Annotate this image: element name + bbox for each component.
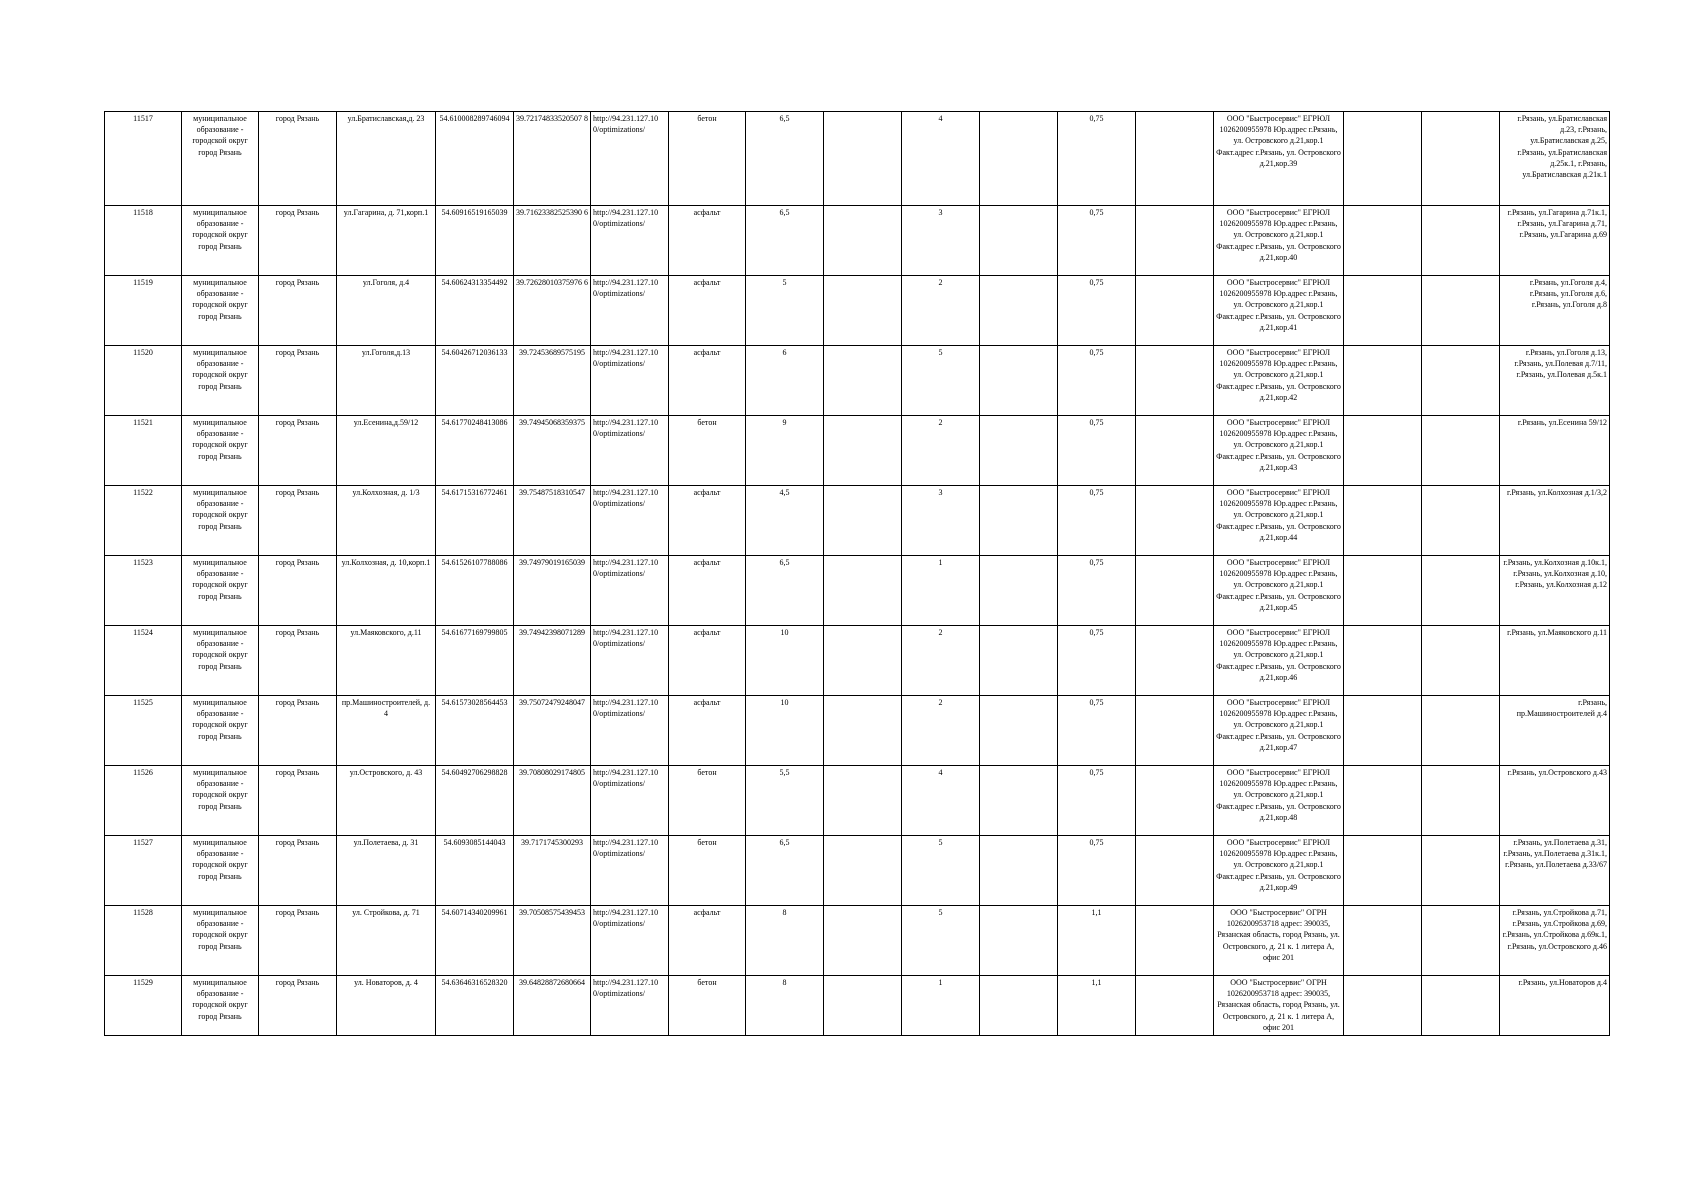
- cell-city: город Рязань: [259, 906, 337, 976]
- cell-municipality: муниципальное образование - городской округ город Рязань: [182, 206, 259, 276]
- cell-area: 8: [746, 906, 824, 976]
- cell-sources: г.Рязань, ул.Гоголя д.4, г.Рязань, ул.Гоголя д.6, г.Рязань, ул.Гоголя д.8: [1500, 276, 1610, 346]
- cell-volume: 0,75: [1058, 486, 1136, 556]
- cell-url: http://94.231.127.10 0/optimizations/: [591, 346, 669, 416]
- cell-city: город Рязань: [259, 276, 337, 346]
- cell-sources: г.Рязань, ул.Братиславская д.23, г.Рязань, ул.Братиславская д.25, г.Рязань, ул.Братиславская д.25к.1, г.Рязань, ул.Братиславская д.21к.1: [1500, 112, 1610, 206]
- cell-empty: [1344, 416, 1422, 486]
- cell-volume: 1,1: [1058, 906, 1136, 976]
- cell-volume: 0,75: [1058, 112, 1136, 206]
- cell-address: ул. Стройкова, д. 71: [337, 906, 436, 976]
- cell-address: ул.Маяковского, д.11: [337, 626, 436, 696]
- cell-sources: г.Рязань, пр.Машиностроителей д.4: [1500, 696, 1610, 766]
- cell-longitude: 39.75072479248047: [514, 696, 591, 766]
- cell-municipality: муниципальное образование - городской округ город Рязань: [182, 906, 259, 976]
- cell-owner: ООО "Быстросервис" ЕГРЮЛ 1026200955978 Юр.адрес г.Рязань, ул. Островского д.21,кор.1 Факт.адрес г.Рязань, ул. Островского д.21,кор.44: [1214, 486, 1344, 556]
- cell-city: город Рязань: [259, 206, 337, 276]
- cell-longitude: 39.7171745300293: [514, 836, 591, 906]
- cell-empty: [980, 696, 1058, 766]
- table-row: [105, 276, 1610, 346]
- cell-empty: [980, 836, 1058, 906]
- cell-municipality: муниципальное образование - городской округ город Рязань: [182, 556, 259, 626]
- cell-empty: [1136, 276, 1214, 346]
- cell-longitude: 39.74945068359375: [514, 416, 591, 486]
- cell-id: 11520: [105, 346, 182, 416]
- cell-empty: [1422, 486, 1500, 556]
- cell-empty: [1422, 766, 1500, 836]
- cell-url: http://94.231.127.10 0/optimizations/: [591, 906, 669, 976]
- cell-latitude: 54.60492706298828: [436, 766, 514, 836]
- cell-longitude: 39.72453689575195: [514, 346, 591, 416]
- cell-volume: 0,75: [1058, 766, 1136, 836]
- cell-owner: ООО "Быстросервис" ЕГРЮЛ 1026200955978 Юр.адрес г.Рязань, ул. Островского д.21,кор.1 Факт.адрес г.Рязань, ул. Островского д.21,кор.46: [1214, 626, 1344, 696]
- cell-city: город Рязань: [259, 626, 337, 696]
- cell-longitude: 39.71623382525390 6: [514, 206, 591, 276]
- cell-container-count: 3: [902, 486, 980, 556]
- cell-area: 10: [746, 696, 824, 766]
- cell-url: http://94.231.127.10 0/optimizations/: [591, 766, 669, 836]
- cell-url: http://94.231.127.10 0/optimizations/: [591, 696, 669, 766]
- cell-empty: [824, 696, 902, 766]
- cell-surface: асфальт: [669, 276, 746, 346]
- cell-address: ул.Гоголя,д.13: [337, 346, 436, 416]
- cell-city: город Рязань: [259, 416, 337, 486]
- cell-sources: г.Рязань, ул.Колхозная д.1/3,2: [1500, 486, 1610, 556]
- table-row: [105, 836, 1610, 906]
- cell-id: 11518: [105, 206, 182, 276]
- cell-address: ул.Есенина,д.59/12: [337, 416, 436, 486]
- cell-empty: [824, 346, 902, 416]
- table-row: [105, 626, 1610, 696]
- cell-empty: [1422, 836, 1500, 906]
- cell-latitude: 54.6093085144043: [436, 836, 514, 906]
- cell-sources: г.Рязань, ул.Маяковского д.11: [1500, 626, 1610, 696]
- cell-container-count: 4: [902, 766, 980, 836]
- cell-address: пр.Машиностроителей, д. 4: [337, 696, 436, 766]
- cell-container-count: 2: [902, 276, 980, 346]
- cell-empty: [1344, 206, 1422, 276]
- cell-container-count: 5: [902, 906, 980, 976]
- cell-latitude: 54.61573028564453: [436, 696, 514, 766]
- table-row: [105, 346, 1610, 416]
- cell-empty: [1136, 206, 1214, 276]
- cell-area: 9: [746, 416, 824, 486]
- cell-url: http://94.231.127.10 0/optimizations/: [591, 556, 669, 626]
- cell-empty: [824, 976, 902, 1036]
- cell-surface: бетон: [669, 416, 746, 486]
- cell-area: 6,5: [746, 112, 824, 206]
- cell-url: http://94.231.127.10 0/optimizations/: [591, 112, 669, 206]
- cell-empty: [1344, 112, 1422, 206]
- cell-address: ул.Колхозная, д. 1/3: [337, 486, 436, 556]
- cell-owner: ООО "Быстросервис" ЕГРЮЛ 1026200955978 Юр.адрес г.Рязань, ул. Островского д.21,кор.1 Факт.адрес г.Рязань, ул. Островского д.21,кор.48: [1214, 766, 1344, 836]
- cell-url: http://94.231.127.10 0/optimizations/: [591, 206, 669, 276]
- cell-empty: [824, 276, 902, 346]
- cell-empty: [1136, 766, 1214, 836]
- cell-latitude: 54.61770248413086: [436, 416, 514, 486]
- cell-latitude: 54.60624313354492: [436, 276, 514, 346]
- cell-sources: г.Рязань, ул.Гагарина д.71к.1, г.Рязань, ул.Гагарина д.71, г.Рязань, ул.Гагарина д.69: [1500, 206, 1610, 276]
- table-row: [105, 976, 1610, 1036]
- cell-volume: 0,75: [1058, 206, 1136, 276]
- cell-municipality: муниципальное образование - городской округ город Рязань: [182, 626, 259, 696]
- cell-empty: [1136, 906, 1214, 976]
- cell-empty: [1422, 416, 1500, 486]
- cell-empty: [1422, 906, 1500, 976]
- cell-volume: 0,75: [1058, 416, 1136, 486]
- cell-empty: [1136, 696, 1214, 766]
- cell-empty: [1136, 416, 1214, 486]
- cell-id: 11529: [105, 976, 182, 1036]
- cell-empty: [1344, 696, 1422, 766]
- cell-empty: [1422, 696, 1500, 766]
- cell-empty: [1136, 346, 1214, 416]
- cell-municipality: муниципальное образование - городской округ город Рязань: [182, 976, 259, 1036]
- cell-surface: асфальт: [669, 486, 746, 556]
- cell-empty: [1344, 276, 1422, 346]
- cell-empty: [980, 556, 1058, 626]
- cell-empty: [1344, 486, 1422, 556]
- cell-sources: г.Рязань, ул.Островского д.43: [1500, 766, 1610, 836]
- cell-surface: асфальт: [669, 556, 746, 626]
- cell-longitude: 39.70508575439453: [514, 906, 591, 976]
- cell-city: город Рязань: [259, 112, 337, 206]
- cell-sources: г.Рязань, ул.Гоголя д.13, г.Рязань, ул.Полевая д.7/11, г.Рязань, ул.Полевая д.5к.1: [1500, 346, 1610, 416]
- cell-empty: [1136, 486, 1214, 556]
- cell-id: 11526: [105, 766, 182, 836]
- cell-container-count: 5: [902, 836, 980, 906]
- cell-longitude: 39.74942398071289: [514, 626, 591, 696]
- cell-id: 11523: [105, 556, 182, 626]
- cell-empty: [824, 206, 902, 276]
- cell-municipality: муниципальное образование - городской округ город Рязань: [182, 696, 259, 766]
- cell-area: 5,5: [746, 766, 824, 836]
- cell-empty: [980, 906, 1058, 976]
- cell-empty: [1344, 626, 1422, 696]
- cell-owner: ООО "Быстросервис" ОГРН 1026200953718 адрес: 390035, Рязанская область, город Рязань, ул. Островского, д. 21 к. 1 литера А, офис 201: [1214, 976, 1344, 1036]
- cell-area: 8: [746, 976, 824, 1036]
- cell-container-count: 4: [902, 112, 980, 206]
- cell-municipality: муниципальное образование - городской округ город Рязань: [182, 486, 259, 556]
- cell-owner: ООО "Быстросервис" ЕГРЮЛ 1026200955978 Юр.адрес г.Рязань, ул. Островского д.21,кор.1 Факт.адрес г.Рязань, ул. Островского д.21,кор.39: [1214, 112, 1344, 206]
- cell-empty: [824, 416, 902, 486]
- cell-longitude: 39.64828872680664: [514, 976, 591, 1036]
- cell-empty: [1136, 626, 1214, 696]
- cell-latitude: 54.61715316772461: [436, 486, 514, 556]
- cell-area: 6,5: [746, 556, 824, 626]
- cell-area: 6,5: [746, 206, 824, 276]
- cell-longitude: 39.74979019165039: [514, 556, 591, 626]
- cell-container-count: 2: [902, 626, 980, 696]
- cell-url: http://94.231.127.10 0/optimizations/: [591, 276, 669, 346]
- cell-empty: [1422, 626, 1500, 696]
- cell-area: 10: [746, 626, 824, 696]
- cell-owner: ООО "Быстросервис" ОГРН 1026200953718 адрес: 390035, Рязанская область, город Рязань, ул. Островского, д. 21 к. 1 литера А, офис 201: [1214, 906, 1344, 976]
- cell-container-count: 1: [902, 976, 980, 1036]
- cell-surface: бетон: [669, 766, 746, 836]
- cell-empty: [1344, 976, 1422, 1036]
- cell-empty: [1422, 206, 1500, 276]
- cell-sources: г.Рязань, ул.Есенина 59/12: [1500, 416, 1610, 486]
- cell-surface: асфальт: [669, 346, 746, 416]
- cell-sources: г.Рязань, ул.Колхозная д.10к.1, г.Рязань, ул.Колхозная д.10, г.Рязань, ул.Колхозная д.12: [1500, 556, 1610, 626]
- cell-municipality: муниципальное образование - городской округ город Рязань: [182, 836, 259, 906]
- cell-url: http://94.231.127.10 0/optimizations/: [591, 486, 669, 556]
- cell-empty: [1422, 976, 1500, 1036]
- cell-empty: [824, 626, 902, 696]
- cell-empty: [824, 556, 902, 626]
- cell-latitude: 54.60426712036133: [436, 346, 514, 416]
- cell-empty: [1136, 976, 1214, 1036]
- cell-empty: [980, 416, 1058, 486]
- cell-longitude: 39.70808029174805: [514, 766, 591, 836]
- cell-sources: г.Рязань, ул.Новаторов д.4: [1500, 976, 1610, 1036]
- cell-empty: [1344, 556, 1422, 626]
- cell-empty: [980, 112, 1058, 206]
- cell-municipality: муниципальное образование - городской округ город Рязань: [182, 346, 259, 416]
- cell-longitude: 39.75487518310547: [514, 486, 591, 556]
- cell-longitude: 39.72174833520507 8: [514, 112, 591, 206]
- cell-address: ул.Гагарина, д. 71,корп.1: [337, 206, 436, 276]
- cell-volume: 1,1: [1058, 976, 1136, 1036]
- cell-empty: [824, 112, 902, 206]
- cell-empty: [980, 486, 1058, 556]
- table-row: [105, 112, 1610, 206]
- cell-volume: 0,75: [1058, 556, 1136, 626]
- cell-address: ул.Колхозная, д. 10,корп.1: [337, 556, 436, 626]
- cell-url: http://94.231.127.10 0/optimizations/: [591, 976, 669, 1036]
- cell-address: ул.Островского, д. 43: [337, 766, 436, 836]
- cell-city: город Рязань: [259, 766, 337, 836]
- cell-city: город Рязань: [259, 556, 337, 626]
- cell-empty: [1422, 112, 1500, 206]
- cell-id: 11519: [105, 276, 182, 346]
- cell-id: 11528: [105, 906, 182, 976]
- cell-empty: [824, 906, 902, 976]
- cell-volume: 0,75: [1058, 346, 1136, 416]
- cell-municipality: муниципальное образование - городской округ город Рязань: [182, 766, 259, 836]
- cell-owner: ООО "Быстросервис" ЕГРЮЛ 1026200955978 Юр.адрес г.Рязань, ул. Островского д.21,кор.1 Факт.адрес г.Рязань, ул. Островского д.21,кор.41: [1214, 276, 1344, 346]
- cell-empty: [1344, 346, 1422, 416]
- cell-empty: [980, 976, 1058, 1036]
- cell-address: ул.Братиславская,д. 23: [337, 112, 436, 206]
- cell-owner: ООО "Быстросервис" ЕГРЮЛ 1026200955978 Юр.адрес г.Рязань, ул. Островского д.21,кор.1 Факт.адрес г.Рязань, ул. Островского д.21,кор.43: [1214, 416, 1344, 486]
- cell-empty: [980, 626, 1058, 696]
- cell-id: 11521: [105, 416, 182, 486]
- cell-empty: [1344, 906, 1422, 976]
- cell-empty: [1422, 556, 1500, 626]
- cell-owner: ООО "Быстросервис" ЕГРЮЛ 1026200955978 Юр.адрес г.Рязань, ул. Островского д.21,кор.1 Факт.адрес г.Рязань, ул. Островского д.21,кор.45: [1214, 556, 1344, 626]
- cell-container-count: 1: [902, 556, 980, 626]
- table-row: [105, 556, 1610, 626]
- cell-volume: 0,75: [1058, 696, 1136, 766]
- cell-latitude: 54.61526107788086: [436, 556, 514, 626]
- cell-id: 11522: [105, 486, 182, 556]
- cell-area: 6,5: [746, 836, 824, 906]
- cell-empty: [980, 206, 1058, 276]
- cell-municipality: муниципальное образование - городской округ город Рязань: [182, 112, 259, 206]
- cell-area: 6: [746, 346, 824, 416]
- cell-owner: ООО "Быстросервис" ЕГРЮЛ 1026200955978 Юр.адрес г.Рязань, ул. Островского д.21,кор.1 Факт.адрес г.Рязань, ул. Островского д.21,кор.49: [1214, 836, 1344, 906]
- cell-sources: г.Рязань, ул.Стройкова д.71, г.Рязань, ул.Стройкова д.69, г.Рязань, ул.Стройкова д.69к.1, г.Рязань, ул.Островского д.46: [1500, 906, 1610, 976]
- cell-surface: асфальт: [669, 906, 746, 976]
- cell-empty: [980, 766, 1058, 836]
- table-row: [105, 906, 1610, 976]
- cell-id: 11524: [105, 626, 182, 696]
- cell-city: город Рязань: [259, 836, 337, 906]
- cell-sources: г.Рязань, ул.Полетаева д.31, г.Рязань, ул.Полетаева д.31к.1, г.Рязань, ул.Полетаева д.33/67: [1500, 836, 1610, 906]
- cell-empty: [1344, 766, 1422, 836]
- cell-empty: [980, 276, 1058, 346]
- cell-empty: [1422, 346, 1500, 416]
- cell-latitude: 54.63646316528320: [436, 976, 514, 1036]
- cell-address: ул.Гоголя, д.4: [337, 276, 436, 346]
- cell-longitude: 39.72628010375976 6: [514, 276, 591, 346]
- cell-surface: бетон: [669, 112, 746, 206]
- cell-city: город Рязань: [259, 976, 337, 1036]
- cell-city: город Рязань: [259, 486, 337, 556]
- table-row: [105, 696, 1610, 766]
- cell-latitude: 54.610008289746094: [436, 112, 514, 206]
- data-table: [104, 111, 1610, 1036]
- cell-container-count: 3: [902, 206, 980, 276]
- cell-surface: бетон: [669, 976, 746, 1036]
- cell-address: ул. Новаторов, д. 4: [337, 976, 436, 1036]
- cell-area: 5: [746, 276, 824, 346]
- cell-surface: асфальт: [669, 696, 746, 766]
- cell-latitude: 54.61677169799805: [436, 626, 514, 696]
- cell-empty: [824, 766, 902, 836]
- cell-city: город Рязань: [259, 696, 337, 766]
- table-row: [105, 206, 1610, 276]
- cell-volume: 0,75: [1058, 836, 1136, 906]
- cell-volume: 0,75: [1058, 626, 1136, 696]
- cell-owner: ООО "Быстросервис" ЕГРЮЛ 1026200955978 Юр.адрес г.Рязань, ул. Островского д.21,кор.1 Факт.адрес г.Рязань, ул. Островского д.21,кор.42: [1214, 346, 1344, 416]
- cell-volume: 0,75: [1058, 276, 1136, 346]
- table-row: [105, 766, 1610, 836]
- cell-city: город Рязань: [259, 346, 337, 416]
- cell-empty: [824, 836, 902, 906]
- cell-empty: [1136, 836, 1214, 906]
- cell-id: 11517: [105, 112, 182, 206]
- cell-latitude: 54.60714340209961: [436, 906, 514, 976]
- cell-surface: асфальт: [669, 626, 746, 696]
- cell-empty: [1136, 556, 1214, 626]
- cell-owner: ООО "Быстросервис" ЕГРЮЛ 1026200955978 Юр.адрес г.Рязань, ул. Островского д.21,кор.1 Факт.адрес г.Рязань, ул. Островского д.21,кор.40: [1214, 206, 1344, 276]
- cell-url: http://94.231.127.10 0/optimizations/: [591, 836, 669, 906]
- cell-url: http://94.231.127.10 0/optimizations/: [591, 416, 669, 486]
- cell-container-count: 2: [902, 416, 980, 486]
- cell-empty: [1344, 836, 1422, 906]
- cell-surface: бетон: [669, 836, 746, 906]
- cell-url: http://94.231.127.10 0/optimizations/: [591, 626, 669, 696]
- cell-surface: асфальт: [669, 206, 746, 276]
- table-row: [105, 416, 1610, 486]
- cell-latitude: 54.60916519165039: [436, 206, 514, 276]
- table-row: [105, 486, 1610, 556]
- cell-empty: [1136, 112, 1214, 206]
- cell-container-count: 2: [902, 696, 980, 766]
- cell-owner: ООО "Быстросервис" ЕГРЮЛ 1026200955978 Юр.адрес г.Рязань, ул. Островского д.21,кор.1 Факт.адрес г.Рязань, ул. Островского д.21,кор.47: [1214, 696, 1344, 766]
- cell-empty: [980, 346, 1058, 416]
- cell-id: 11527: [105, 836, 182, 906]
- cell-address: ул.Полетаева, д. 31: [337, 836, 436, 906]
- cell-area: 4,5: [746, 486, 824, 556]
- cell-municipality: муниципальное образование - городской округ город Рязань: [182, 416, 259, 486]
- cell-municipality: муниципальное образование - городской округ город Рязань: [182, 276, 259, 346]
- cell-empty: [1422, 276, 1500, 346]
- cell-container-count: 5: [902, 346, 980, 416]
- cell-id: 11525: [105, 696, 182, 766]
- cell-empty: [824, 486, 902, 556]
